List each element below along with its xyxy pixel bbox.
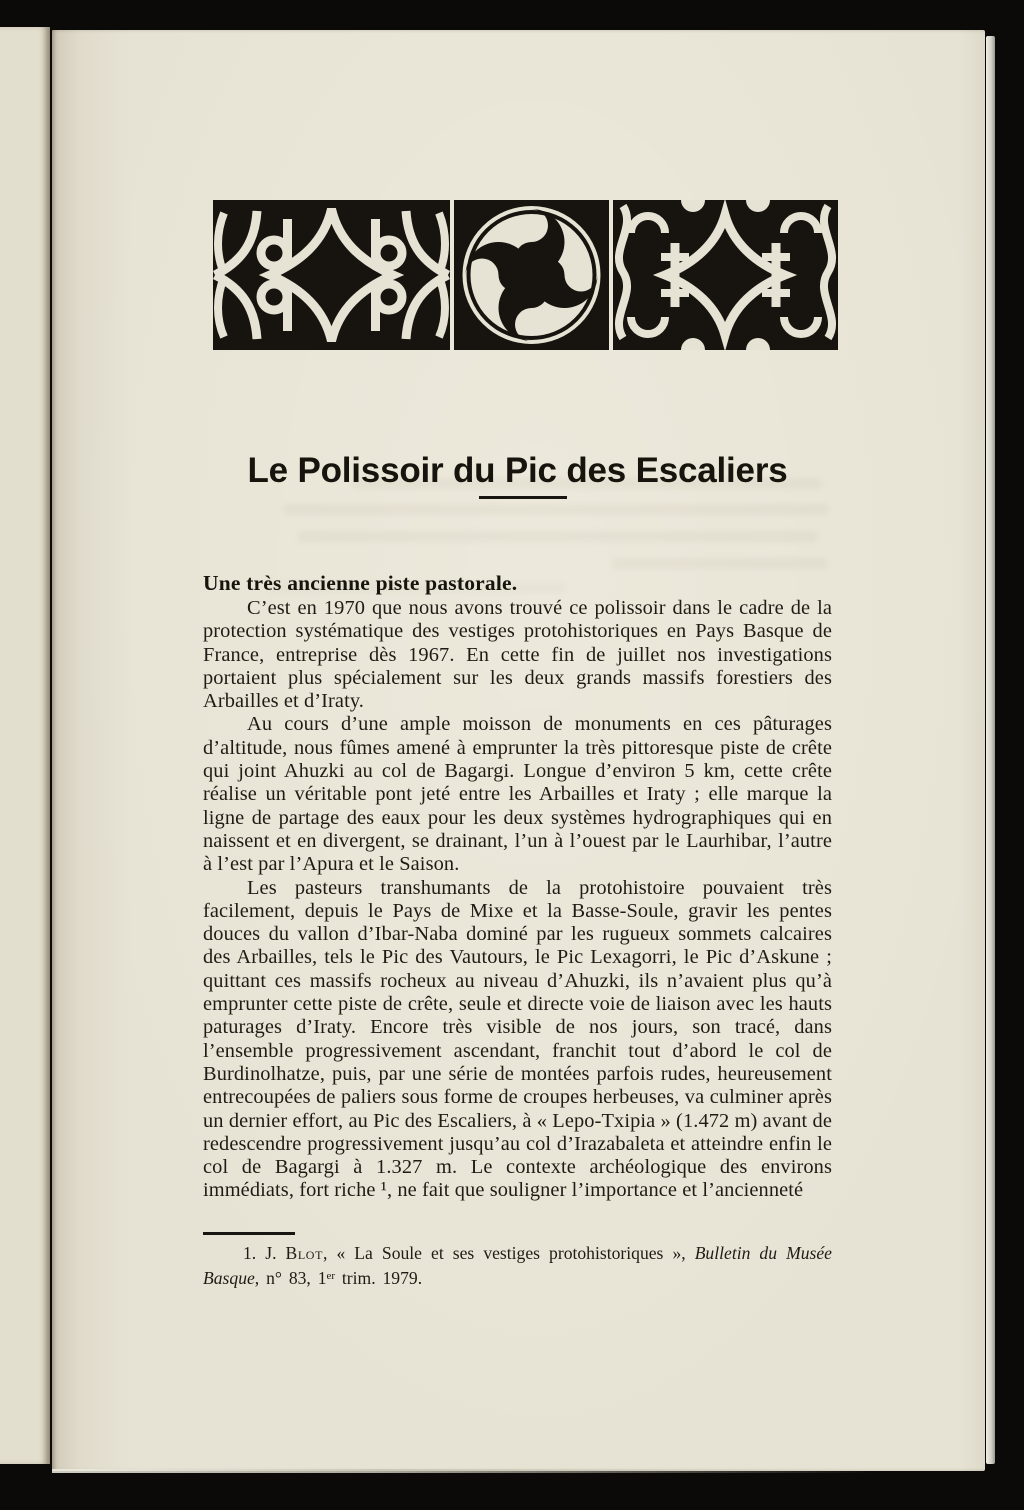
title-divider-rule: [479, 496, 567, 499]
showthrough-artifact: [612, 558, 827, 569]
lauburu-tile-icon: [454, 200, 609, 350]
showthrough-artifact: [284, 504, 829, 515]
paragraph: C’est en 1970 que nous avons trouvé ce polissoir dans le cadre de la protection systématique des vestiges protohistoriques en Pays Basque de France, entreprise dès 1967. En cette fin de juillet nos investigations portaient plus spécialement sur les deux grands massifs forestiers des Arbailles et d’Iraty.: [203, 597, 832, 713]
footnote-text: [203, 1242, 832, 1290]
page-title: Le Polissoir du Pic des Escaliers: [247, 451, 788, 491]
basque-ornament-band-icon: [213, 200, 838, 350]
section-heading: Une très ancienne piste pastorale.: [203, 570, 518, 595]
footnote-part: er: [326, 1270, 335, 1282]
paragraph: Au cours d’une ample moisson de monuments en ces pâturages d’altitude, nous fûmes amené à emprunter la très pittoresque piste de crête qui joint Ahuzki au col de Bagargi. Longue d’environ 5 km, cette crête réalise un véritable pont jeté entre les Arbailles et Iraty ; elle marque la ligne de partage des eaux pour les deux systèmes hydrographiques qui en naissent et en divergent, se drainant, l’un à l’ouest par le Laurhibar, l’autre à l’est par l’Apura et le Saison.: [203, 713, 832, 876]
footnote-part: trim. 1979.: [335, 1267, 423, 1288]
footnote-part: Blot: [285, 1243, 324, 1263]
footnote-divider-rule: [203, 1232, 295, 1235]
page-content: [52, 30, 985, 1471]
diamond-cross-tile-icon: [613, 200, 838, 350]
letterform-scroll-tile-icon: [213, 200, 450, 350]
page-fore-edge: [986, 36, 995, 1464]
footnote-part: , « La Soule et ses vestiges protohistoriques »,: [323, 1243, 695, 1263]
showthrough-artifact: [298, 531, 818, 542]
footnote-part: , n° 83, 1: [254, 1267, 327, 1288]
footnote-part: 1. J.: [243, 1243, 286, 1263]
paragraph: Les pasteurs transhumants de la protohistoire pouvaient très facilement, depuis le Pays de Mixe et la Basse-Soule, gravir les pentes douces du vallon d’Ibar-Naba dominé par les rugueux sommets calcaires des Arbailles, tels le Pic des Vautours, le Pic Lexagorri, le Pic d’Askune ; quittant ces massifs rocheux au niveau d’Ahuzki, ils n’avaient plus qu’à emprunter cette piste de crête, seule et directe voie de liaison avec les hauts paturages d’Iraty. Encore très visible de nos jours, son tracé, dans l’ensemble progressivement ascendant, franchit tout d’abord le col de Burdinolhatze, puis, par une série de montées parfois rudes, heureusement entrecoupées de paliers sous forme de croupes herbeuses, va culminer après un dernier effort, au Pic des Escaliers, à « Lepo-Txipia » (1.472 m) avant de redescendre progressivement jusqu’au col d’Irazabaleta et atteindre enfin le col de Bagargi à 1.327 m. Le contexte archéologique des environs immédiats, fort riche ¹, ne fait que souligner l’importance et l’ancienneté: [203, 876, 832, 1202]
book-page: [52, 30, 985, 1471]
footnote-part: Bulletin du Musée Basque: [203, 1243, 832, 1288]
body-text: [203, 597, 832, 1203]
page-bottom-edge: [52, 1469, 985, 1473]
facing-page-edge: [0, 27, 50, 1464]
